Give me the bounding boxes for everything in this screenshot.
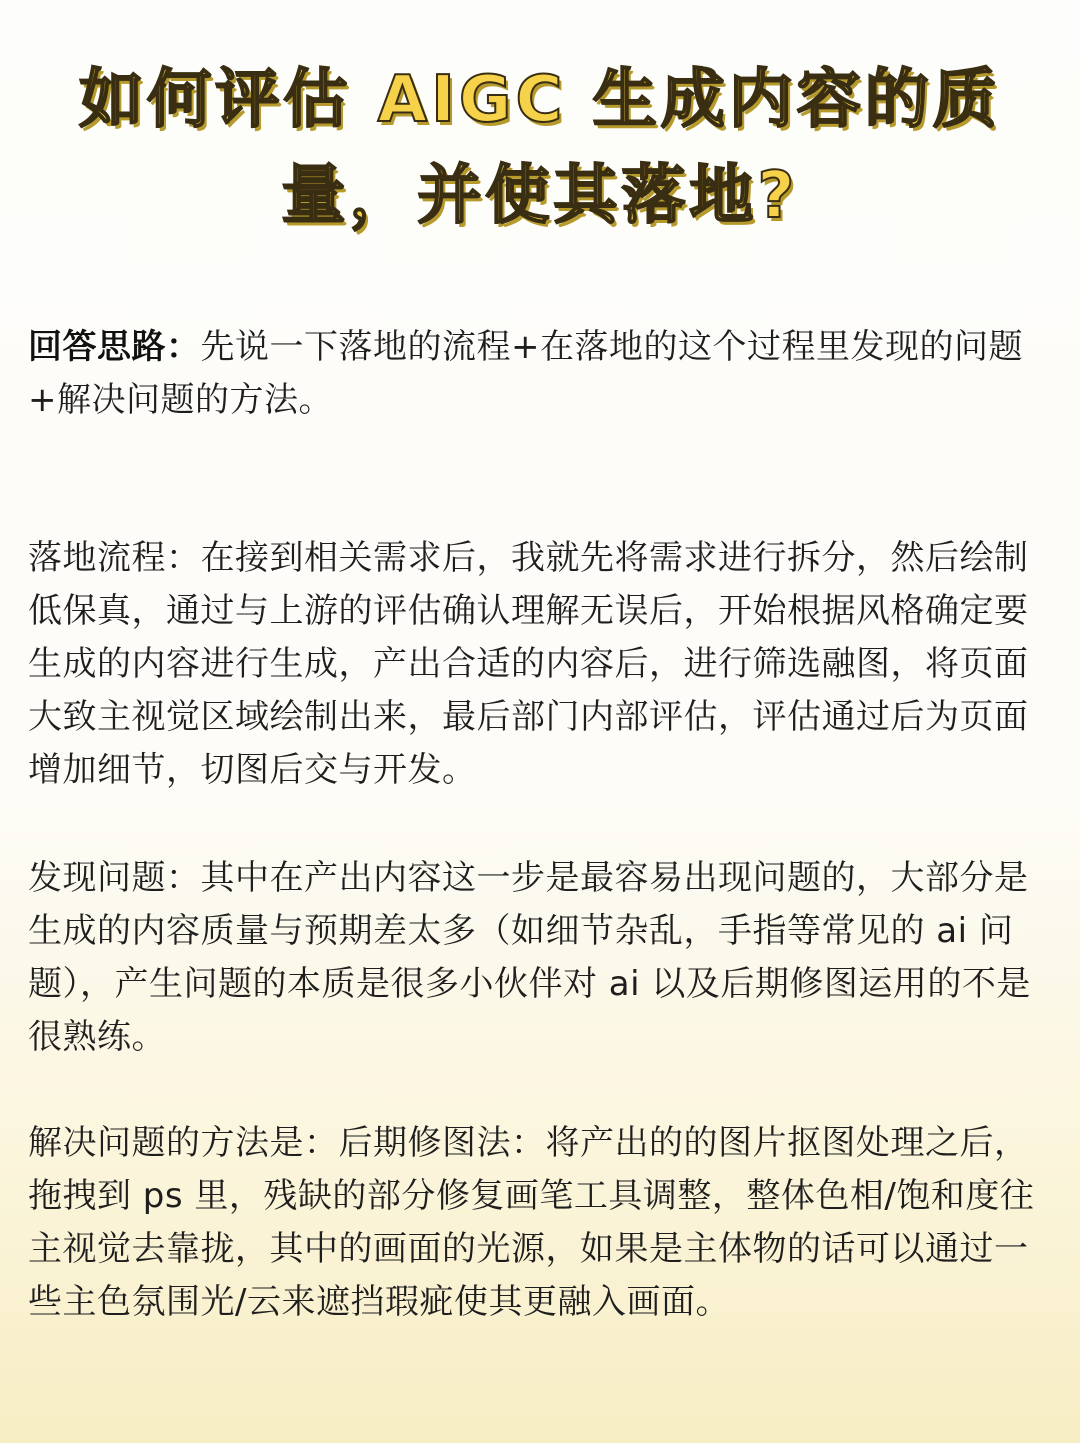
found-problem-paragraph xyxy=(28,852,1058,1064)
solution-text: 后期修图法：将产出的的图片抠图处理之后，拖拽到 ps 里，残缺的部分修复画笔工具调整，整体色相/饱和度往主视觉去靠拢，其中的画面的光源，如果是主体物的话可以通过一些主色氛围光/云来遮挡瑕疵使其更融入画面。 xyxy=(28,1123,1035,1322)
solution-label: 解决问题的方法是： xyxy=(28,1123,339,1163)
page-title xyxy=(60,52,1020,244)
found-problem-text: 其中在产出内容这一步是最容易出现问题的，大部分是生成的内容质量与预期差太多（如细节杂乱，手指等常见的 ai 问题），产生问题的本质是很多小伙伴对 ai 以及后期修图运用的不是很熟练。 xyxy=(28,858,1031,1057)
landing-process-label: 落地流程： xyxy=(28,538,201,578)
answer-approach-text: 先说一下落地的流程+在落地的这个过程里发现的问题+解决问题的方法。 xyxy=(28,327,1023,420)
landing-process-text: 在接到相关需求后，我就先将需求进行拆分，然后绘制低保真，通过与上游的评估确认理解无误后，开始根据风格确定要生成的内容进行生成，产出合适的内容后，进行筛选融图，将页面大致主视觉区域绘制出来，最后部门内部评估，评估通过后为页面增加细节，切图后交与开发。 xyxy=(28,538,1029,790)
landing-process-paragraph xyxy=(28,532,1058,797)
answer-approach-label: 回答思路： xyxy=(28,327,201,367)
answer-approach-paragraph xyxy=(28,321,1058,427)
title-line-2: 量，并使其落地? xyxy=(281,159,799,233)
found-problem-label: 发现问题： xyxy=(28,858,201,898)
title-line-1: 如何评估 AIGC 生成内容的质 xyxy=(79,63,1001,137)
solution-paragraph xyxy=(28,1117,1058,1329)
